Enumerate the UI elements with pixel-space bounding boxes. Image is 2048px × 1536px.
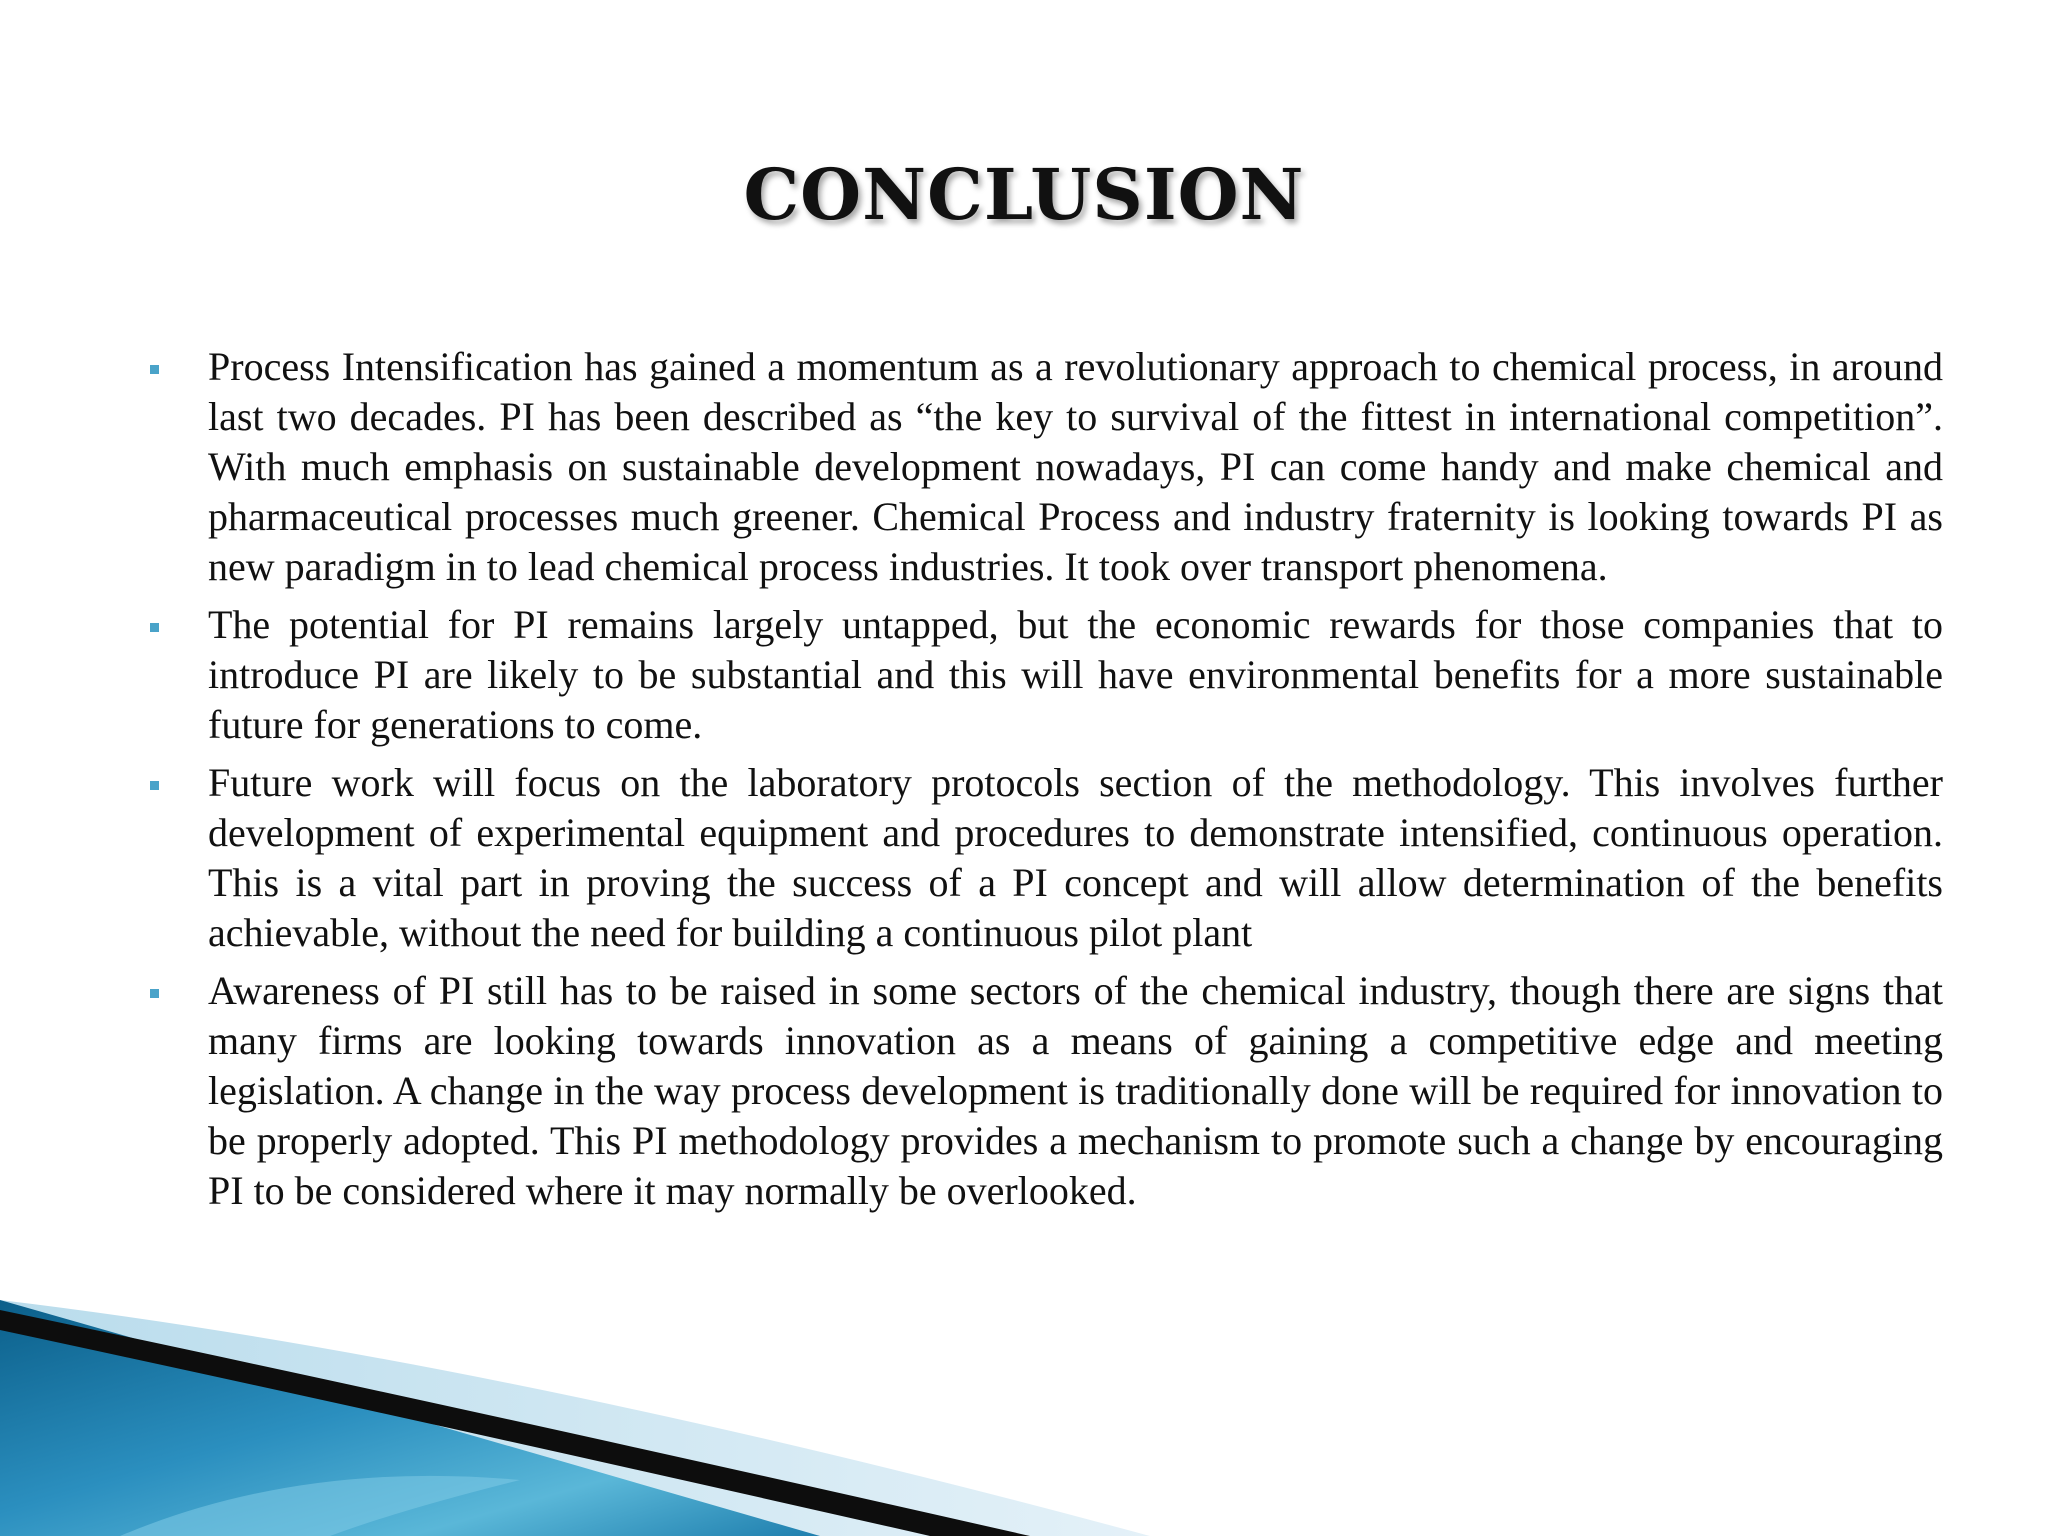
square-bullet-icon: [150, 989, 159, 998]
bullet-text: The potential for PI remains largely untapped, but the economic rewards for those companies that to introduce PI are likely to be substantial and this will have environmental benefits for a more sustainable future for generations to come.: [208, 602, 1943, 747]
bullet-list: [208, 342, 1943, 1224]
bullet-text: Awareness of PI still has to be raised in some sectors of the chemical industry, though there are signs that many firms are looking towards innovation as a means of gaining a competitive edge and meeting legislation. A change in the way process development is traditionally done will be required for innovation to be properly adopted. This PI methodology provides a mechanism to promote such a change by encouraging PI to be considered where it may normally be overlooked.: [208, 968, 1943, 1213]
bullet-text: Process Intensification has gained a momentum as a revolutionary approach to chemical process, in around last two decades. PI has been described as “the key to survival of the fittest in international competition”. With much emphasis on sustainable development nowadays, PI can come handy and make chemical and pharmaceutical processes much greener. Chemical Process and industry fraternity is looking towards PI as new paradigm in to lead chemical process industries. It took over transport phenomena.: [208, 344, 1943, 589]
square-bullet-icon: [150, 365, 159, 374]
list-item: [208, 342, 1943, 592]
square-bullet-icon: [150, 623, 159, 632]
bullet-text: Future work will focus on the laboratory protocols section of the methodology. This involves further development of experimental equipment and procedures to demonstrate intensified, continuous operation. This is a vital part in proving the success of a PI concept and will allow determination of the benefits achievable, without the need for building a continuous pilot plant: [208, 760, 1943, 955]
list-item: [208, 966, 1943, 1216]
square-bullet-icon: [150, 781, 159, 790]
list-item: [208, 600, 1943, 750]
list-item: [208, 758, 1943, 958]
slide-title: CONCLUSION: [743, 153, 1305, 236]
